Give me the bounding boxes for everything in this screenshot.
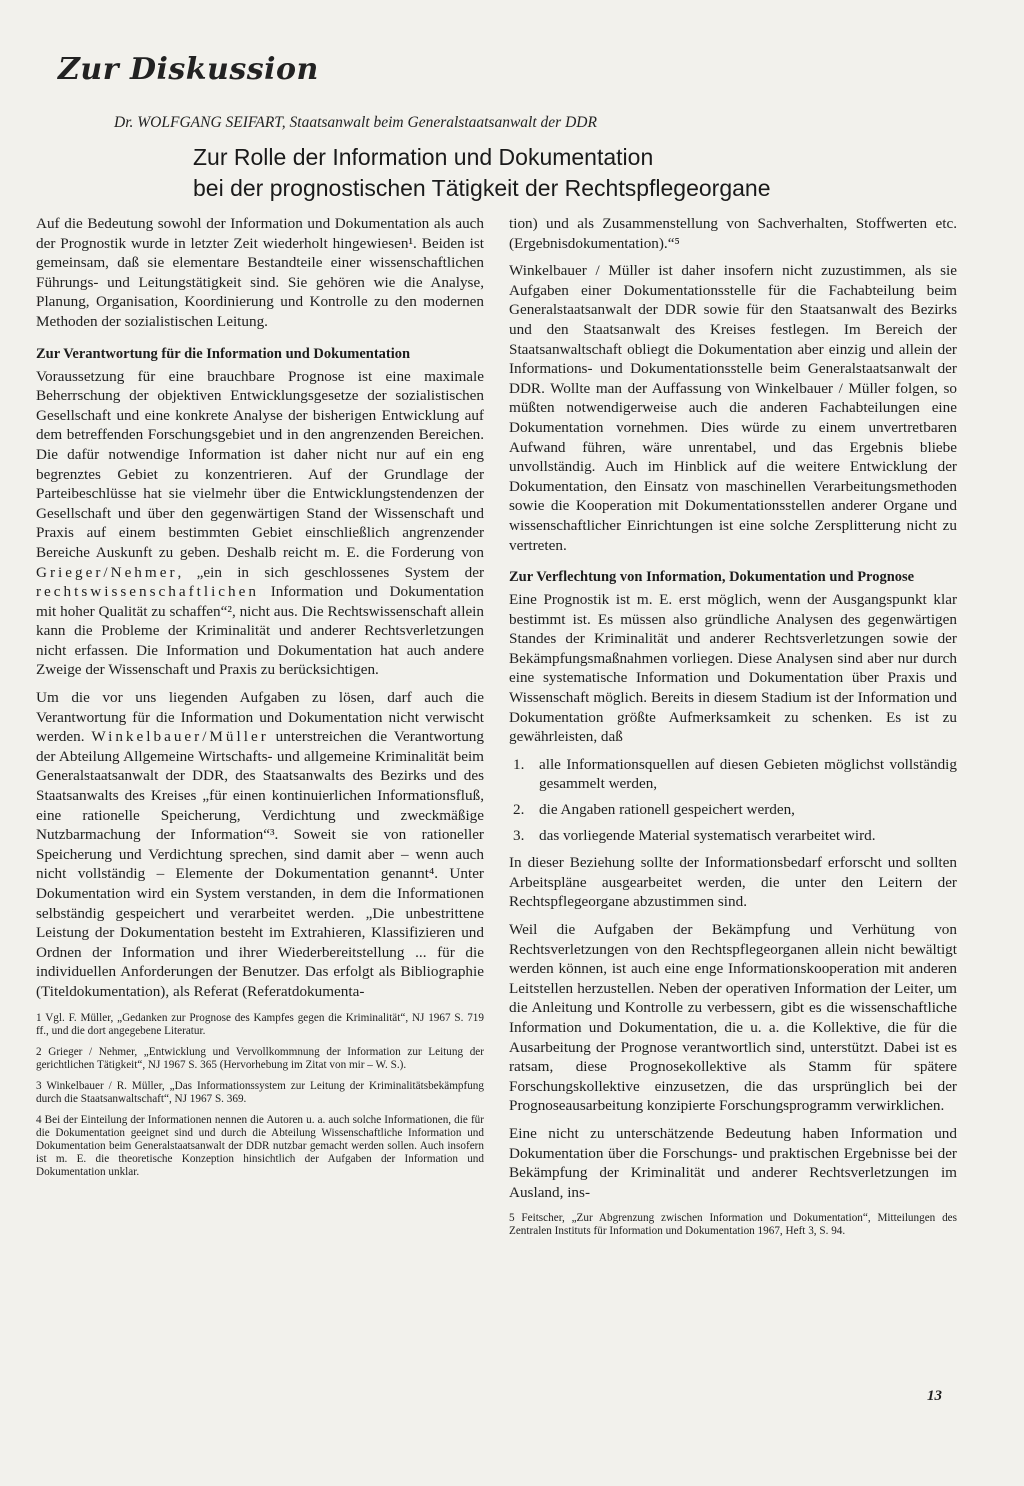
paragraph: [36, 367, 484, 681]
list-item: [509, 755, 957, 794]
list-text: die Angaben rationell gespeichert werden,: [539, 801, 795, 819]
article-title: [193, 142, 953, 204]
footnote: 3 Winkelbauer / R. Müller, „Das Informationssystem zur Leitung der Kriminalitätsbekämpfung durch die Staatsanwaltschaft“, NJ 1967 S. 369.: [36, 1079, 484, 1105]
footnote: 4 Bei der Einteilung der Informationen nennen die Autoren u. a. auch solche Informationen, die für die Dokumentation geeignet sind und durch die Abteilung Wissenschaftliche Information und Dokumentation beim Generalstaatsanwalt der DDR nutzbar gemacht werden sollen. Auch insofern ist m. E. die theoretische Konzeption hinsichtlich der Aufgaben der Information und Dokumentation unklar.: [36, 1113, 484, 1178]
footnote: 5 Feitscher, „Zur Abgrenzung zwischen Information und Dokumentation“, Mitteilungen des Zentralen Instituts für Information und Dokumentation 1967, Heft 3, S. 94.: [509, 1212, 957, 1238]
list-number: 1.: [513, 755, 525, 773]
numbered-list: [509, 755, 957, 845]
author-name-spaced: Grieger/Nehmer: [36, 563, 178, 581]
footnote: 2 Grieger / Nehmer, „Entwicklung und Vervollkommnung der Information zur Leitung der gerichtlichen Tätigkeit“, NJ 1967 S. 365 (Hervorhebung im Zitat von mir – W. S.).: [36, 1045, 484, 1071]
article-title-line-1: Zur Rolle der Information und Dokumentation: [193, 144, 654, 170]
text-run: Um die vor uns liegenden Aufgaben zu lösen, darf auch die Verantwortung für die Information und Dokumentation nicht verwischt werden.: [36, 689, 484, 746]
author-line: Dr. WOLFGANG SEIFART, Staatsanwalt beim Generalstaatsanwalt der DDR: [114, 114, 597, 131]
text-run: Information und Dokumentation mit hoher Qualität zu schaffen“², nicht aus. Die Rechtswissenschaft allein kann die Probleme der Kriminalität und anderer Rechtsverletzungen nicht erfassen. Die Information und Dokumentation hat auch andere Zweige der Wissenschaft und Praxis zu berücksichtigen.: [36, 583, 484, 679]
list-number: 2.: [513, 801, 525, 819]
footnote: 1 Vgl. F. Müller, „Gedanken zur Prognose des Kampfes gegen die Kriminalität“, NJ 1967 S. 719 ff., und die dort angegebene Literatur.: [36, 1011, 484, 1037]
author-name-spaced: Winkelbauer/Müller: [91, 728, 269, 746]
paragraph: tion) und als Zusammenstellung von Sachverhalten, Stoffwerten etc. (Ergebnisdokumentation).“⁵: [509, 215, 957, 252]
paragraph: Weil die Aufgaben der Bekämpfung und Verhütung von Rechtsverletzungen von den Rechtspflegeorganen allein nicht bewältigt werden können, ist auch eine enge Informationskooperation mit anderen Leitstellen herzustellen. Neben der operativen Information der Leiter, um die Anleitung und Kontrolle zu verbessern, gibt es die wissenschaftliche Information und Dokumentation, die u. a. die Kollektive, die für die Ausarbeitung der Prognose verantwortlich sind, unterstützt. Dabei ist es ratsam, diese Prognosekollektive als Stamm für spätere Forschungskollektive einzusetzen, die das ursprünglich bei der Prognoseausarbeitung konzipierte Forschungsprogramm verwirklichen.: [509, 921, 957, 1115]
paragraph: Winkelbauer / Müller ist daher insofern nicht zuzustimmen, als sie Aufgaben einer Dokumentationsstelle für die Fachabteilung beim Generalstaatsanwalt der DDR sowie für den Staatsanwalt des Bezirks und den Staatsanwalt des Kreises festlegen. Im Bereich der Staatsanwaltschaft obliegt die Dokumentation aber einzig und allein der Informations- und Dokumentationsstelle beim Generalstaatsanwalt der DDR. Wollte man der Auffassung von Winkelbauer / Müller folgen, so müßten notwendigerweise auch die anderen Fachabteilungen eine Dokumentation vornehmen. Dies würde zu einem unvertretbaren Aufwand führen, wäre unrentabel, und das Ergebnis bliebe unvollständig. Auch im Hinblick auf die weitere Entwicklung der Dokumentation, den Einsatz von maschinellen Verarbeitungsmethoden sowie die Kooperation mit Dokumentationsstellen anderer Organe und wissenschaftlicher Einrichtungen ist eine solche Zersplitterung nicht zu vertreten.: [509, 262, 957, 554]
paragraph: In dieser Beziehung sollte der Informationsbedarf erforscht und sollten Arbeitspläne ausgearbeitet werden, die unter den Leitern der Rechtspflegeorgane abzustimmen sind.: [509, 854, 957, 911]
emphasized-word: rechtswissenschaftlichen: [36, 583, 259, 601]
list-text: das vorliegende Material systematisch verarbeitet wird.: [539, 826, 876, 844]
left-column: [36, 214, 484, 1187]
section-heading: Zur Verflechtung von Information, Dokumentation und Prognose: [509, 569, 915, 586]
text-run: unterstreichen die Verantwortung der Abteilung Allgemeine Wirtschafts- und allgemeine Kriminalität beim Generalstaatsanwalt der DDR, des Staatsanwalts des Bezirks und des Staatsanwalts des Kreises „für einen kontinuierlichen Informationsfluß, eine rationelle Speicherung, Verdichtung und zweckmäßige Nutzbarmachung der Information“³. Soweit sie von rationeller Speicherung und Verdichtung sprechen, sind damit aber – wenn auch nicht vollständig – Elemente der Dokumentation genannt⁴. Unter Dokumentation wird ein System verstanden, in dem die Informationen selbständig gespeichert und verarbeitet werden. „Die unbestrittene Leistung der Dokumentation besteht im Extrahieren, Klassifizieren und Ordnen der Information und ihrer Wiederbereitstellung ... für die individuellen Anforderungen der Benutzer. Das erfolgt als Bibliographie (Titeldokumentation), als Referat (Referatdokumenta-: [36, 728, 484, 1000]
list-text: alle Informationsquellen auf diesen Gebieten möglichst vollständig gesammelt werden,: [539, 755, 957, 793]
list-number: 3.: [513, 826, 525, 844]
list-item: [509, 826, 957, 846]
section-heading: Zur Verantwortung für die Information und Dokumentation: [36, 345, 411, 362]
text-run: , „ein in sich geschlossenes System der: [177, 563, 484, 581]
paragraph: Auf die Bedeutung sowohl der Information und Dokumentation als auch der Prognostik wurde in letzter Zeit wiederholt hingewiesen¹. Beiden ist gemeinsam, daß sie elementare Bestandteile einer wissenschaftlichen Führungs- und Leitungstätigkeit sind. Sie gehören wie die Analyse, Planung, Organisation, Koordinierung und Kontrolle zu den modernen Methoden der sozialistischen Leitung.: [36, 215, 484, 330]
page-number: 13: [927, 1388, 942, 1404]
footnotes-right: [509, 1212, 957, 1238]
paragraph: [36, 688, 484, 1002]
paragraph: Eine nicht zu unterschätzende Bedeutung haben Information und Dokumentation über die Forschungs- und praktischen Ergebnisse bei der Bekämpfung der Kriminalität und anderer Rechtsverletzungen im Ausland, ins-: [509, 1124, 957, 1201]
list-item: [509, 800, 957, 820]
paragraph: Eine Prognostik ist m. E. erst möglich, wenn der Ausgangspunkt klar bestimmt ist. Es müssen also gründliche Analysen des gegenwärtigen Standes der Kriminalität und anderer Rechtsverletzungen sowie der Bekämpfungsmaßnahmen vorliegen. Diese Analysen sind aber nur durch eine systematische Information und Dokumentation über Praxis und Wissenschaft möglich. Bereits in diesem Stadium ist der Information und Dokumentation größte Aufmerksamkeit zu schenken. Es ist zu gewährleisten, daß: [509, 591, 957, 746]
text-run: Voraussetzung für eine brauchbare Prognose ist eine maximale Beherrschung der objektiven Entwicklungsgesetze der sozialistischen Gesellschaft und eine konkrete Analyse der bisherigen Entwicklung auf dem betreffenden Forschungsgebiet und in den angrenzenden Bereichen. Die dafür notwendige Information ist daher nicht nur auf ein eng begrenztes Gebiet zu konzentrieren. Auf der Grundlage der Parteibeschlüsse hat sie vielmehr über die Entwicklungstendenzen der Gesellschaft und über den gegenwärtigen Stand der Wissenschaft und Praxis auf einem bestimmten Gebiet einschließlich angrenzender Bereiche Auskunft zu geben. Deshalb reicht m. E. die Forderung von: [36, 367, 484, 561]
article-title-line-2: bei der prognostischen Tätigkeit der Rechtspflegeorgane: [193, 175, 771, 201]
footnotes-left: [36, 1012, 484, 1179]
section-rubric: Zur Diskussion: [58, 52, 319, 87]
right-column: [509, 214, 957, 1246]
